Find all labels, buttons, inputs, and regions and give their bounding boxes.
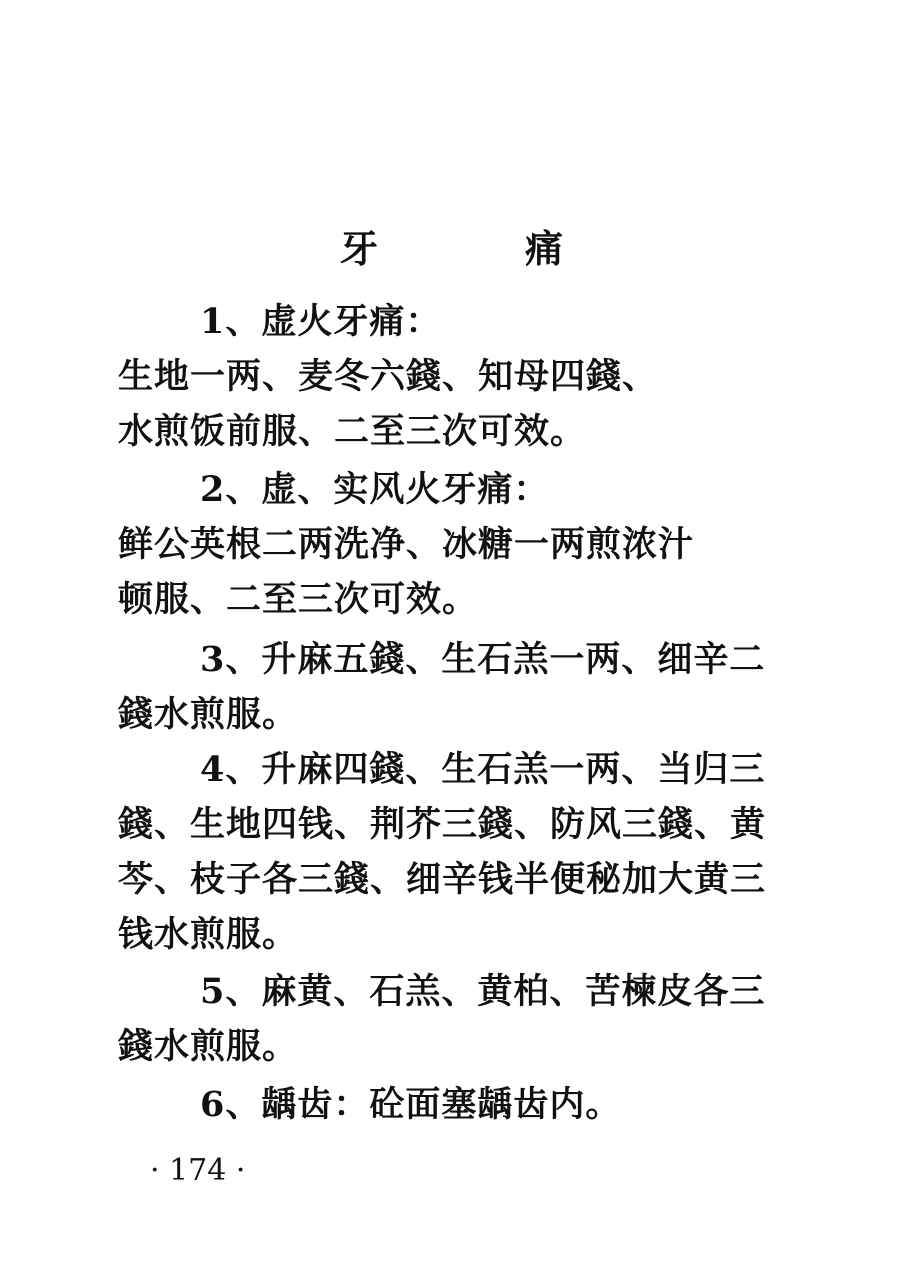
text-line: 顿服、二至三次可效。	[118, 579, 479, 620]
item-6: 6、龋齿：砼面塞龋齿内。	[200, 1084, 622, 1125]
item-heading-1: 1、虚火牙痛：	[200, 301, 442, 342]
text-line: 錢水煎服。	[118, 694, 299, 735]
text-line: 錢、生地四钱、荆芥三錢、防风三錢、黄	[118, 804, 767, 845]
title-char-2: 痛	[525, 226, 564, 271]
text-line: 钱水煎服。	[118, 914, 299, 955]
item-4: 4、升麻四錢、生石羔一两、当归三	[200, 749, 766, 790]
text-line: 芩、枝子各三錢、细辛钱半便秘加大黄三	[118, 859, 767, 900]
page-number: · 174 ·	[150, 1153, 246, 1188]
item-5: 5、麻黄、石羔、黄柏、苦楝皮各三	[200, 971, 766, 1012]
text-line: 水煎饭前服、二至三次可效。	[118, 411, 587, 452]
title-char-1: 牙	[340, 226, 379, 271]
text-line: 鲜公英根二两洗净、冰糖一两煎浓汁	[118, 524, 695, 565]
text-line: 錢水煎服。	[118, 1026, 299, 1067]
text-line: 生地一两、麦冬六錢、知母四錢、	[118, 356, 659, 397]
item-3: 3、升麻五錢、生石羔一两、细辛二	[200, 639, 766, 680]
item-heading-2: 2、虚、实风火牙痛：	[200, 469, 550, 510]
